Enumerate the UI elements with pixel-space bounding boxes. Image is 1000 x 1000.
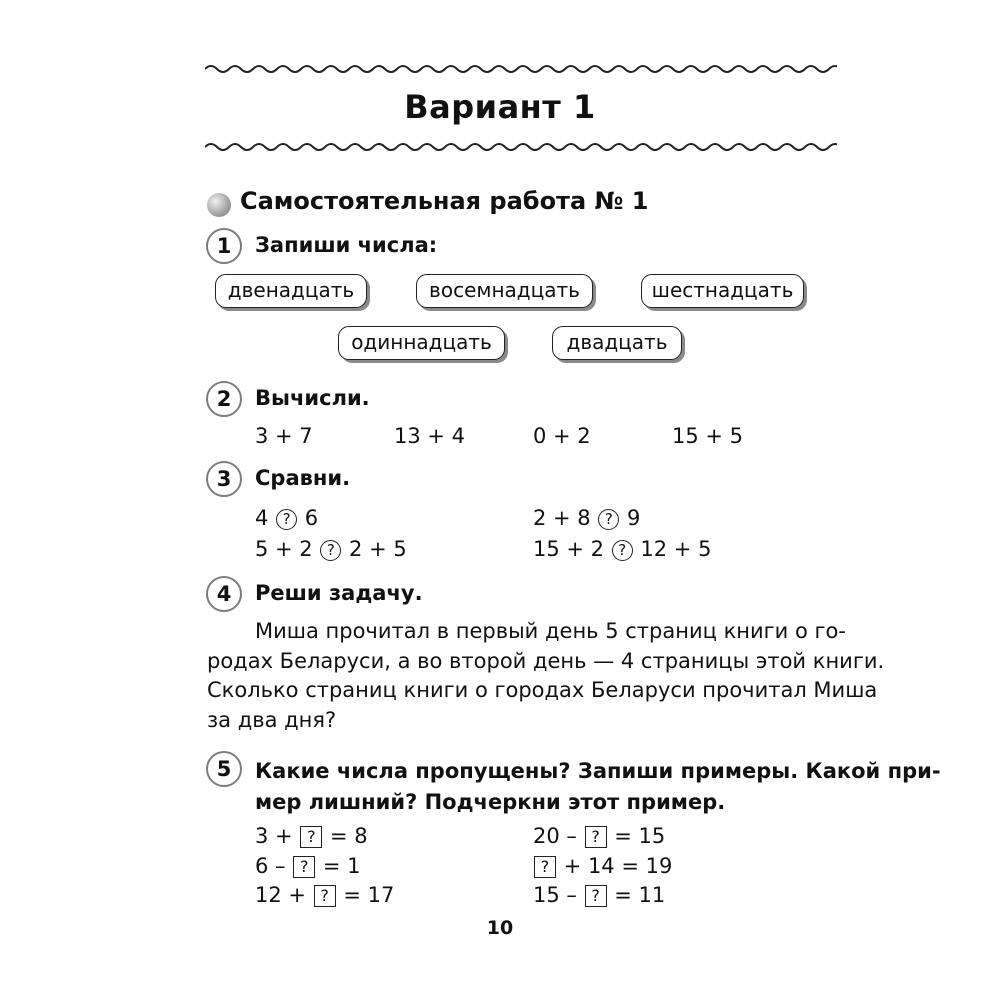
comparison-row: 15 + 2 ? 12 + 5: [533, 537, 712, 561]
word-card: двенадцать: [215, 274, 367, 308]
question-circle-icon: ?: [598, 509, 619, 530]
task-4-number: 4: [206, 576, 242, 612]
section-bullet-icon: [207, 193, 231, 217]
expression: 13 + 4: [394, 424, 466, 448]
task-5-number: 5: [206, 751, 242, 787]
example-row: ? + 14 = 19: [533, 854, 672, 878]
problem-line: Миша прочитал в первый день 5 страниц книги о го-: [255, 619, 846, 643]
example-row: 15 – ? = 11: [533, 883, 666, 907]
comparison-row: 2 + 8 ? 9: [533, 506, 641, 530]
section-title: Самостоятельная работа № 1: [240, 187, 649, 215]
task-2-label: Вычисли.: [255, 386, 370, 410]
page-title: Вариант 1: [404, 88, 596, 126]
word-card: шестнадцать: [641, 274, 804, 308]
top-wavy-divider: [205, 63, 837, 75]
word-card: двадцать: [552, 326, 682, 360]
question-box-icon: ?: [300, 826, 322, 848]
word-card: восемнадцать: [416, 274, 593, 308]
question-circle-icon: ?: [612, 540, 633, 561]
problem-line: родах Беларуси, а во второй день — 4 страницы этой книги.: [207, 648, 885, 673]
expression: 0 + 2: [533, 424, 591, 448]
example-row: 3 + ? = 8: [255, 824, 368, 848]
problem-text: [207, 617, 885, 735]
question-box-icon: ?: [585, 826, 607, 848]
expression: 3 + 7: [255, 424, 313, 448]
word-card: одиннадцать: [338, 326, 505, 360]
problem-line: за два дня?: [207, 707, 337, 732]
task-3-number: 3: [206, 461, 242, 497]
question-circle-icon: ?: [276, 509, 297, 530]
problem-line: Сколько страниц книги о городах Беларуси прочитал Миша: [207, 678, 878, 702]
comparison-row: 5 + 2 ? 2 + 5: [255, 537, 407, 561]
question-box-icon: ?: [585, 885, 607, 907]
example-row: 20 – ? = 15: [533, 824, 666, 848]
task-4-label: Реши задачу.: [255, 581, 423, 605]
question-circle-icon: ?: [320, 540, 341, 561]
task-1-number: 1: [206, 228, 242, 264]
task-3-label: Сравни.: [255, 466, 351, 490]
page-number: 10: [486, 917, 514, 939]
task-5-label: Какие числа пропущены? Запиши примеры. Какой при- мер лишний? Подчеркни этот пример.: [255, 759, 941, 814]
question-box-icon: ?: [534, 856, 556, 878]
example-row: 12 + ? = 17: [255, 883, 395, 907]
comparison-row: 4 ? 6: [255, 506, 319, 530]
question-box-icon: ?: [293, 856, 315, 878]
task-1-label: Запиши числа:: [255, 233, 438, 257]
expression: 15 + 5: [672, 424, 744, 448]
question-box-icon: ?: [314, 885, 336, 907]
example-row: 6 – ? = 1: [255, 854, 361, 878]
task-2-number: 2: [206, 381, 242, 417]
bottom-wavy-divider: [205, 141, 837, 153]
